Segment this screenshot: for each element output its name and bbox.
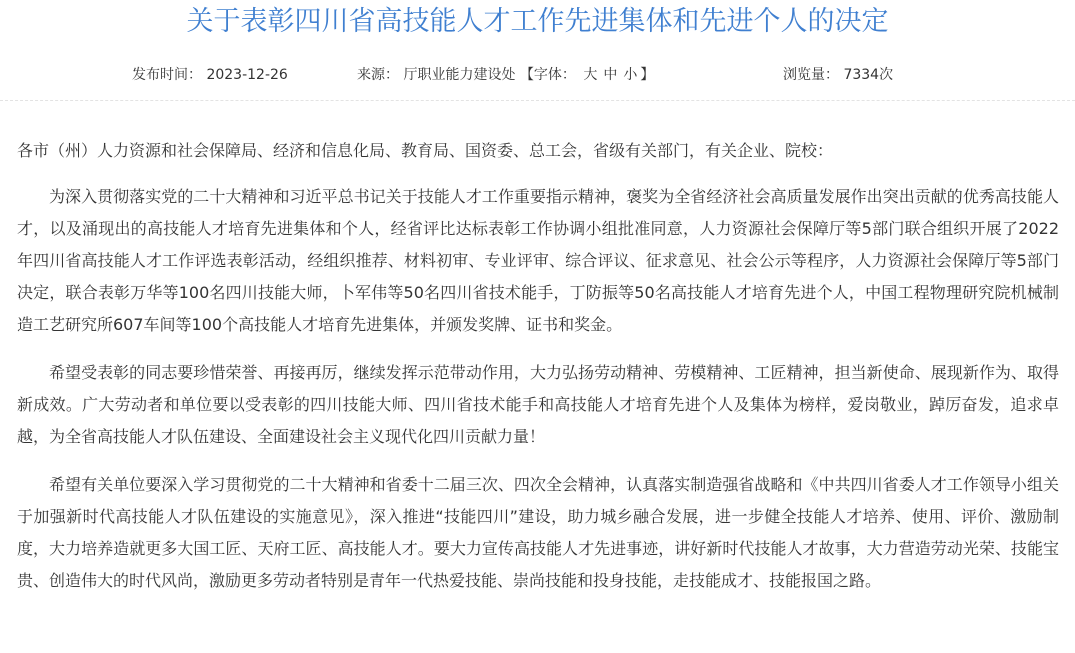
font-size-label-open: 【字体：	[519, 67, 576, 83]
font-size-medium-link[interactable]: 中	[603, 67, 618, 83]
view-count	[783, 62, 893, 88]
paragraph-2: 希望受表彰的同志要珍惜荣誉、再接再厉，继续发挥示范带动作用，大力弘扬劳动精神、劳模精神、工匠精神，担当新使命、展现新作为、取得新成效。广大劳动者和单位要以受表彰的四川技能大师、四川省技术能手和高技能人才培育先进个人及集体为榜样，爱岗敬业，踔厉奋发，追求卓越，为全省高技能人才队伍建设、全面建设社会主义现代化四川贡献力量！	[17, 363, 1059, 446]
font-size-large-link[interactable]: 大	[583, 67, 598, 83]
publish-date-value: 2023-12-26	[206, 67, 288, 83]
salutation: 各市（州）人力资源和社会保障局、经济和信息化局、教育局、国资委、总工会，省级有关部门，有关企业、院校：	[17, 141, 834, 160]
article-body	[17, 135, 1059, 613]
font-size-small-link[interactable]: 小	[623, 67, 638, 83]
article-meta-bar	[0, 62, 1075, 88]
paragraph-1: 为深入贯彻落实党的二十大精神和习近平总书记关于技能人才工作重要指示精神，褒奖为全省经济社会高质量发展作出突出贡献的优秀高技能人才，以及涌现出的高技能人才培育先进集体和个人，经省评比达标表彰工作协调小组批准同意，人力资源社会保障厅等5部门联合组织开展了2022年四川省高技能人才工作评选表彰活动，经组织推荐、材料初审、专业评审、综合评议、征求意见、社会公示等程序，人力资源社会保障厅等5部门决定，联合表彰万华等100名四川技能大师，卜军伟等50名四川省技术能手，丁防振等50名高技能人才培育先进个人，中国工程物理研究院机械制造工艺研究所607车间等100个高技能人才培育先进集体，并颁发奖牌、证书和奖金。	[17, 187, 1059, 334]
view-count-label: 浏览量：	[783, 67, 839, 83]
font-size-control	[520, 67, 654, 83]
publish-date-label: 发布时间：	[132, 67, 202, 83]
font-size-label-close: 】	[640, 67, 655, 83]
source-label: 来源：	[357, 67, 399, 83]
paragraph-3: 希望有关单位要深入学习贯彻党的二十大精神和省委十二届三次、四次全会精神，认真落实制造强省战略和《中共四川省委人才工作领导小组关于加强新时代高技能人才队伍建设的实施意见》，深入推进“技能四川”建设，助力城乡融合发展，进一步健全技能人才培养、使用、评价、激励制度，大力培养造就更多大国工匠、天府工匠、高技能人才。要大力宣传高技能人才先进事迹，讲好新时代技能人才故事，大力营造劳动光荣、技能宝贵、创造伟大的时代风尚，激励更多劳动者特别是青年一代热爱技能、崇尚技能和投身技能，走技能成才、技能报国之路。	[17, 475, 1059, 590]
header-divider	[0, 100, 1075, 101]
publish-date	[132, 62, 288, 88]
source	[357, 62, 654, 88]
view-count-value: 7334次	[843, 67, 894, 83]
article-title: 关于表彰四川省高技能人才工作先进集体和先进个人的决定	[186, 6, 889, 37]
source-value: 厅职业能力建设处	[403, 67, 516, 83]
